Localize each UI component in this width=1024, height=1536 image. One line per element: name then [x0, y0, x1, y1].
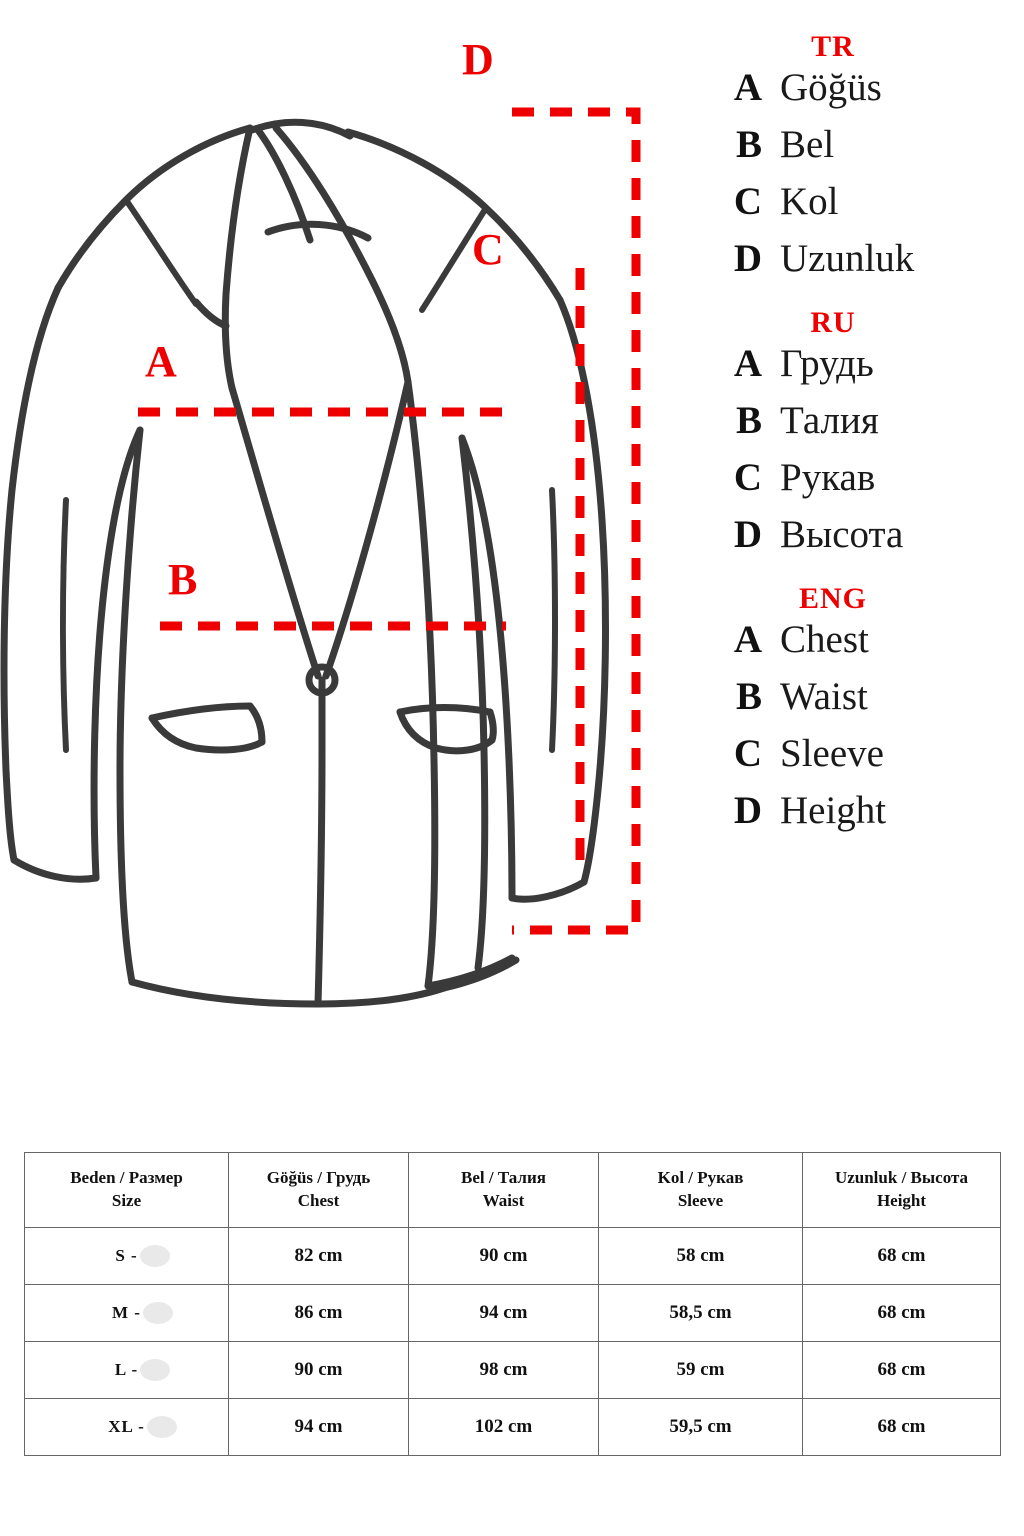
- legend-row-tr-c: [700, 182, 1024, 239]
- legend-term: Bel: [780, 123, 835, 166]
- cell-sleeve: 59,5 cm: [599, 1398, 803, 1455]
- cell-size: [25, 1341, 229, 1398]
- size-label: S -: [115, 1245, 138, 1265]
- size-label-wrap: [112, 1303, 141, 1323]
- table-header-chest: [229, 1153, 409, 1228]
- table-header-height-line2: Height: [876, 1190, 927, 1210]
- legend-letter: A: [733, 342, 762, 385]
- legend-term: Uzunluk: [780, 237, 915, 280]
- legend-letter: D: [733, 789, 762, 832]
- legend-row-ru-c: [700, 458, 1024, 515]
- legend-letter: C: [733, 180, 762, 223]
- legend-term: Waist: [780, 675, 868, 718]
- size-label: XL -: [108, 1416, 145, 1436]
- legend-group-eng: [700, 582, 1024, 848]
- table-header-waist: [409, 1153, 599, 1228]
- cell-height: 68 cm: [803, 1227, 1001, 1284]
- table-row: [25, 1284, 1001, 1341]
- cell-waist: 102 cm: [409, 1398, 599, 1455]
- table-header-height: [803, 1153, 1001, 1228]
- legend-heading-tr: TR: [811, 30, 855, 63]
- measure-label-d: D: [462, 35, 494, 84]
- legend-term: Height: [780, 789, 887, 832]
- cell-chest: 90 cm: [229, 1341, 409, 1398]
- legend-heading-ru: RU: [810, 306, 856, 339]
- legend-letter: C: [733, 732, 762, 775]
- measure-label-c: C: [472, 225, 504, 274]
- legend-row-tr-d: [700, 239, 1024, 296]
- legend-term: Рукав: [780, 456, 876, 499]
- legend-letter: B: [735, 123, 762, 166]
- cell-height: 68 cm: [803, 1341, 1001, 1398]
- table-row: [25, 1227, 1001, 1284]
- legend-row-eng-b: [700, 677, 1024, 734]
- cell-sleeve: 59 cm: [599, 1341, 803, 1398]
- legend-group-ru: [700, 306, 1024, 572]
- legend-letter: C: [733, 456, 762, 499]
- legend-letter: D: [733, 513, 762, 556]
- legend-term: Высота: [780, 513, 904, 556]
- table-row: [25, 1341, 1001, 1398]
- table-header-sleeve-line1: Kol / Рукав: [657, 1168, 744, 1187]
- cell-height: 68 cm: [803, 1398, 1001, 1455]
- size-badge-blob: [147, 1416, 177, 1438]
- measure-label-a: A: [145, 337, 177, 386]
- legend-group-tr: [700, 30, 1024, 296]
- legend-row-eng-c: [700, 734, 1024, 791]
- legend-term: Chest: [780, 618, 869, 661]
- table-header-sleeve: [599, 1153, 803, 1228]
- size-table: [24, 1152, 1001, 1456]
- cell-sleeve: 58 cm: [599, 1227, 803, 1284]
- cell-waist: 98 cm: [409, 1341, 599, 1398]
- table-header-chest-line2: Chest: [297, 1190, 340, 1210]
- legend-letter: A: [733, 618, 762, 661]
- legend-row-ru-a: [700, 344, 1024, 401]
- size-badge-blob: [140, 1245, 170, 1267]
- legend-letter: B: [735, 399, 762, 442]
- cell-height: 68 cm: [803, 1284, 1001, 1341]
- size-label-wrap: [115, 1246, 137, 1266]
- cell-chest: 94 cm: [229, 1398, 409, 1455]
- legend-letter: D: [733, 237, 762, 280]
- cell-size: [25, 1284, 229, 1341]
- table-header-height-line1: Uzunluk / Высота: [834, 1168, 969, 1187]
- table-header-row: [25, 1153, 1001, 1228]
- legend-term: Kol: [780, 180, 839, 223]
- legend-row-eng-d: [700, 791, 1024, 848]
- legend-row-ru-b: [700, 401, 1024, 458]
- legend-letter: A: [733, 66, 762, 109]
- cell-waist: 94 cm: [409, 1284, 599, 1341]
- measure-line-height: [512, 112, 636, 930]
- cell-size: [25, 1227, 229, 1284]
- cell-waist: 90 cm: [409, 1227, 599, 1284]
- table-header-size-line1: Beden / Размер: [70, 1168, 183, 1187]
- table-header-size: [25, 1153, 229, 1228]
- legend-panel: [700, 24, 1024, 858]
- table-row: [25, 1398, 1001, 1455]
- size-label-wrap: [115, 1360, 138, 1380]
- legend-term: Göğüs: [780, 66, 882, 109]
- legend-letter: B: [735, 675, 762, 718]
- table-header-waist-line1: Bel / Талия: [461, 1168, 546, 1187]
- size-label: L -: [114, 1359, 139, 1379]
- blazer-illustration: [0, 70, 700, 1030]
- table-header-size-line2: Size: [111, 1190, 142, 1210]
- legend-row-ru-d: [700, 515, 1024, 572]
- table-header-chest-line1: Göğüs / Грудь: [266, 1168, 371, 1187]
- size-badge-blob: [140, 1359, 170, 1381]
- table-header-sleeve-line2: Sleeve: [677, 1190, 724, 1210]
- size-label: M -: [112, 1302, 141, 1322]
- table-header-waist-line2: Waist: [482, 1190, 525, 1210]
- size-table-container: [24, 1152, 1000, 1456]
- size-label-wrap: [108, 1417, 145, 1437]
- legend-heading-eng: ENG: [798, 582, 867, 615]
- size-badge-blob: [143, 1302, 173, 1324]
- measure-label-b: B: [168, 555, 198, 604]
- legend-term: Sleeve: [780, 732, 884, 775]
- cell-sleeve: 58,5 cm: [599, 1284, 803, 1341]
- legend-row-tr-a: [700, 68, 1024, 125]
- cell-chest: 86 cm: [229, 1284, 409, 1341]
- cell-chest: 82 cm: [229, 1227, 409, 1284]
- legend-row-eng-a: [700, 620, 1024, 677]
- legend-term: Грудь: [780, 342, 874, 385]
- legend-row-tr-b: [700, 125, 1024, 182]
- cell-size: [25, 1398, 229, 1455]
- legend-term: Талия: [780, 399, 879, 442]
